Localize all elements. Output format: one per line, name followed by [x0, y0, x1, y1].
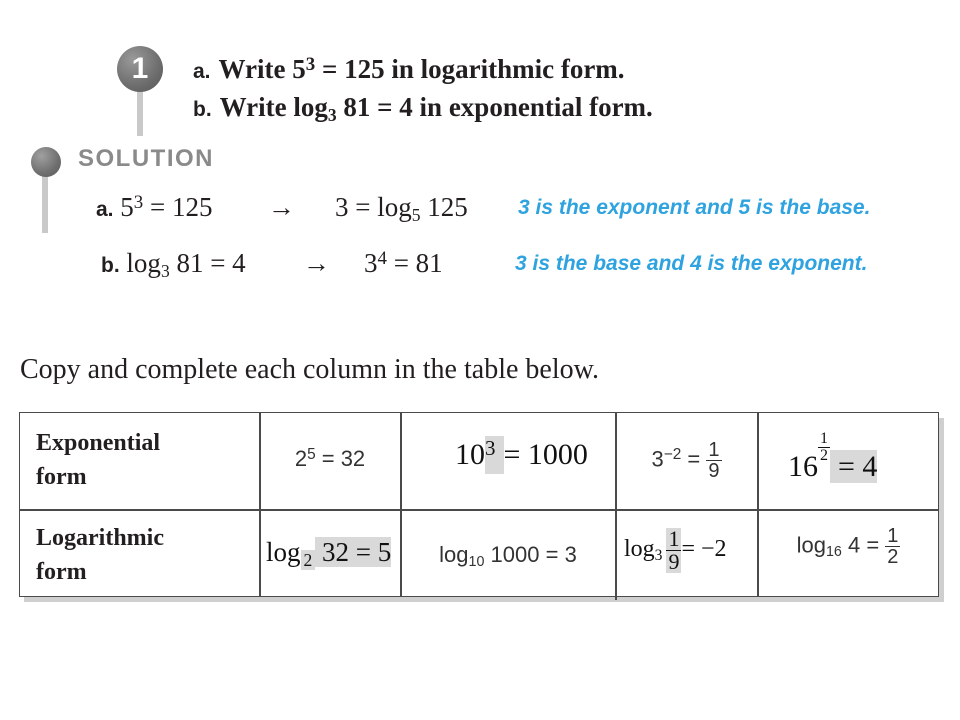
- fraction-exponent: $\frac{1}{2}$: [820, 429, 828, 464]
- cell-log-1: log $_2$ 32 = 5: [266, 537, 392, 570]
- solution-a-result: $3 = \log_5 125$: [335, 192, 468, 225]
- fraction: $\frac{1}{2}$: [887, 525, 899, 568]
- solution-pin-stem: [42, 175, 48, 233]
- cell-exp-4: 16 $\frac{1}{2}$ = 4: [788, 429, 878, 483]
- solution-b-note: 3 is the base and 4 is the exponent.: [515, 252, 868, 275]
- answer-highlight: 32 = 5: [315, 537, 392, 567]
- table-col-divider: [259, 412, 261, 597]
- cell-exp-3: $3^{-2}$ = $\frac{1}{9}$: [651, 439, 720, 482]
- row-header-exponential: Exponential form: [36, 430, 161, 490]
- table-col-divider: [757, 412, 759, 597]
- instruction-text: Copy and complete each column in the table below.: [20, 354, 600, 385]
- fraction: $\frac{1}{9}$: [708, 439, 720, 482]
- task-a-label: a.: [193, 60, 211, 83]
- task-a: a. Write $5^3 = 125$ in logarithmic form.: [193, 53, 625, 84]
- answer-highlight: $\frac{1}{9}$: [668, 526, 680, 574]
- answer-highlight: 2: [301, 550, 316, 570]
- solution-b-label: b. $\log_3 81 = 4$: [101, 248, 246, 281]
- example-number-badge: 1: [117, 46, 163, 92]
- task-b: b. Write $\log_3 81 = 4$ in exponential form.: [193, 92, 653, 125]
- row-header-logarithmic: Logarithmic form: [36, 525, 164, 585]
- cell-log-2: $\log_{10} 1000 = 3$: [439, 542, 577, 570]
- cell-exp-1: $2^5 = 32$: [294, 446, 366, 471]
- table-row-divider: [19, 509, 939, 511]
- solution-b-result: $3^4 = 81$: [364, 247, 443, 278]
- answer-highlight: 3: [485, 436, 504, 474]
- table-col-divider: [400, 412, 402, 597]
- task-b-label: b.: [193, 98, 212, 121]
- cell-log-3: $\log_3$ $\frac{1}{9}$ = −2: [624, 526, 727, 574]
- cell-log-4: $\log_{16} 4$ = $\frac{1}{2}$: [796, 525, 899, 568]
- solution-dot-icon: [31, 147, 61, 177]
- example-pin-stem: [137, 90, 143, 136]
- solution-a-arrow: →: [268, 192, 295, 222]
- answer-highlight: = 4: [830, 450, 877, 483]
- cell-exp-2: $10^3 = 1000$: [455, 438, 588, 472]
- solution-heading: SOLUTION: [78, 145, 214, 172]
- solution-b-arrow: →: [303, 248, 330, 278]
- solution-a-label: a. $5^3 = 125$: [96, 191, 213, 222]
- solution-a-note: 3 is the exponent and 5 is the base.: [518, 196, 871, 219]
